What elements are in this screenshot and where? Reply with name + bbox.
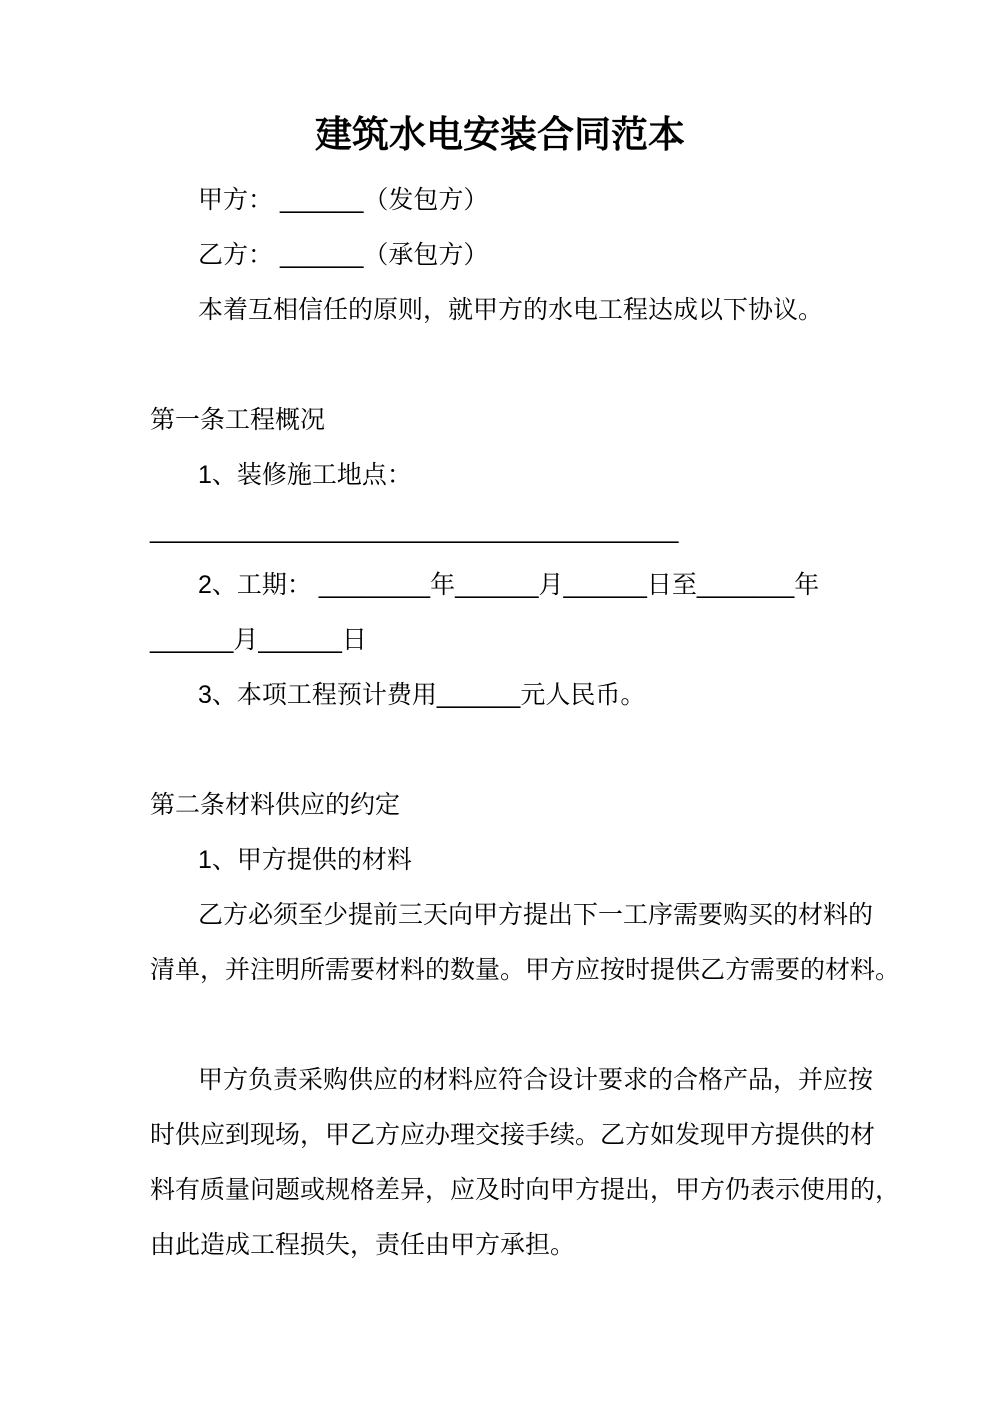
clause-2-1-heading: 1、甲方提供的材料 [198,846,412,874]
party-a-line: 甲方： ______（发包方） [198,186,489,214]
clause-2-2-para-line-1: 甲方负责采购供应的材料应符合设计要求的合格产品，并应按 [198,1066,874,1094]
clause-2-1-para-line-2: 清单，并注明所需要材料的数量。甲方应按时提供乙方需要的材料。 [150,956,901,984]
clause-1-2-duration: 2、工期： ________年______月______日至_______年 [198,571,820,599]
clause-1-1-location: 1、装修施工地点： [198,461,412,489]
clause-2-2-para-line-2: 时供应到现场，甲乙方应办理交接手续。乙方如发现甲方提供的材 [150,1121,876,1149]
section-2-heading: 第二条材料供应的约定 [150,791,401,819]
clause-2-2-para-line-4: 由此造成工程损失，责任由甲方承担。 [150,1231,576,1259]
document-title: 建筑水电安装合同范本 [315,114,685,155]
party-b-line: 乙方： ______（承包方） [198,241,489,269]
document-content [150,96,901,1273]
clause-1-3-cost: 3、本项工程预计费用______元人民币。 [198,681,646,709]
blank-line [150,998,850,1053]
blank-line [150,338,850,393]
preamble-line: 本着互相信任的原则，就甲方的水电工程达成以下协议。 [198,296,824,324]
clause-2-1-para-line-1: 乙方必须至少提前三天向甲方提出下一工序需要购买的材料的 [198,901,874,929]
clause-1-2-continuation: ______月______日 [150,626,367,654]
section-1-heading: 第一条工程概况 [150,406,326,434]
fill-in-blank-line: ______________________________________ [150,516,679,544]
blank-line [150,723,850,778]
clause-2-2-para-line-3: 料有质量问题或规格差异，应及时向甲方提出，甲方仍表示使用的， [150,1176,901,1204]
